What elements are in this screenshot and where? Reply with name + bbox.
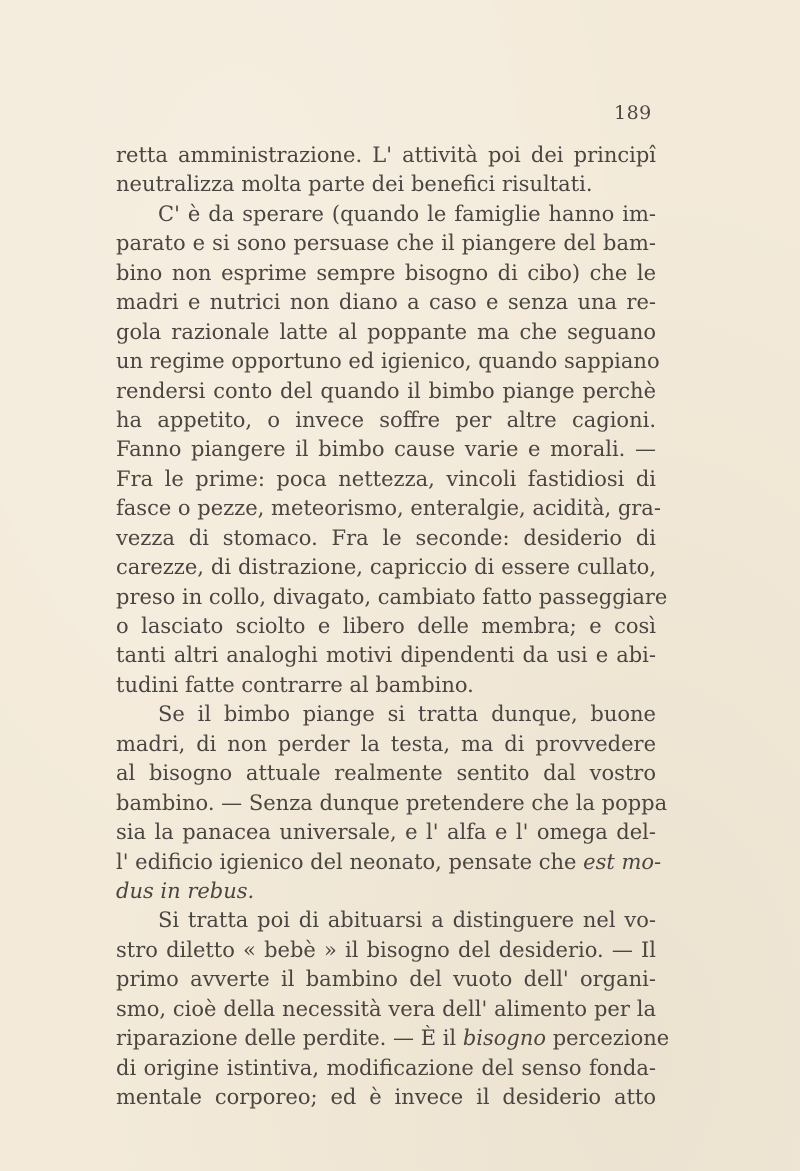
text-line [116, 1024, 670, 1053]
text-line-content: preso in collo, divagato, cambiato fatto passeggiare [116, 584, 668, 609]
text-line-content: riparazione delle perdite. — È il [116, 1026, 457, 1051]
text-line [116, 229, 656, 258]
text-line [116, 435, 656, 464]
text-line-content: parato e si sono persuase che il piangere del bam- [116, 231, 656, 256]
text-line [116, 936, 656, 965]
text-line [116, 1054, 656, 1083]
text-line [116, 906, 656, 935]
italic-phrase: dus in rebus. [116, 878, 255, 903]
text-line [116, 553, 656, 582]
text-line [116, 465, 656, 494]
text-line [116, 1083, 656, 1112]
text-line-content: Se il bimbo piange si tratta dunque, buone [158, 702, 656, 727]
text-line-content: rendersi conto del quando il bimbo piange perchè [116, 378, 656, 403]
text-line-content: smo, cioè della necessità vera dell' alimento per la [116, 996, 656, 1021]
text-line-content: mentale corporeo; ed è invece il desiderio atto [116, 1085, 656, 1109]
text-line-content: sia la panacea universale, e l' alfa e l' omega del- [116, 820, 656, 845]
text-line-content: Si tratta poi di abituarsi a distinguere nel vo- [158, 908, 656, 933]
text-line-content: madri e nutrici non diano a caso e senza una re- [116, 290, 656, 315]
text-line [116, 789, 668, 818]
text-line-content: di origine istintiva, modificazione del senso fonda- [116, 1055, 656, 1080]
text-line-content: bambino. — Senza dunque pretendere che la poppa [116, 790, 668, 815]
text-line [116, 995, 656, 1024]
text-line [116, 848, 662, 877]
text-line-tail: percezione [546, 1026, 670, 1051]
text-line-content: ha appetito, o invece soffre per altre cagioni. [116, 407, 656, 432]
text-line [116, 818, 656, 847]
text-line [116, 877, 656, 906]
text-line-content: C' è da sperare (quando le famiglie hanno im- [158, 201, 656, 226]
page-number: 189 [614, 102, 652, 124]
text-line-content: Fra le prime: poca nettezza, vincoli fastidiosi di [116, 466, 656, 491]
text-line-content: tanti altri analoghi motivi dipendenti da usi e abi- [116, 643, 656, 668]
body-text [116, 141, 670, 1112]
text-line [116, 200, 656, 229]
text-line-content: Fanno piangere il bimbo cause varie e morali. — [116, 437, 656, 462]
text-line-content: gola razionale latte al poppante ma che seguano [116, 319, 656, 344]
text-line [116, 965, 656, 994]
text-line-content: primo avverte il bambino del vuoto dell' organi- [116, 967, 656, 992]
text-line [116, 759, 656, 788]
text-line [116, 259, 656, 288]
text-line [116, 406, 656, 435]
text-line [116, 347, 660, 376]
italic-phrase: est mo- [576, 849, 662, 874]
text-line [116, 288, 656, 317]
text-line [116, 524, 656, 553]
text-line-content: madri, di non perder la testa, ma di provvedere [116, 731, 656, 756]
text-line [116, 377, 656, 406]
text-line-content: tudini fatte contrarre al bambino. [116, 672, 474, 697]
text-line [116, 170, 656, 199]
text-line [116, 641, 656, 670]
text-line-content: vezza di stomaco. Fra le seconde: desiderio di [116, 525, 656, 550]
text-line-content: retta amministrazione. L' attività poi dei principî [116, 143, 656, 167]
text-line-content: neutralizza molta parte dei benefici risultati. [116, 172, 593, 197]
text-line [116, 583, 668, 612]
text-line [116, 612, 656, 641]
text-line [116, 730, 656, 759]
italic-phrase: bisogno [456, 1026, 547, 1051]
text-line-content: carezze, di distrazione, capriccio di essere cullato, [116, 555, 656, 580]
text-line-content: l' edificio igienico del neonato, pensate che [116, 849, 577, 874]
text-line-content: stro diletto « bebè » il bisogno del desiderio. — Il [116, 937, 656, 962]
text-line [116, 671, 656, 700]
text-line [116, 141, 656, 170]
text-line [116, 494, 661, 523]
text-line-content: o lasciato sciolto e libero delle membra; e così [116, 614, 656, 638]
text-line-content: fasce o pezze, meteorismo, enteralgie, acidità, gra- [116, 496, 661, 521]
text-line [116, 700, 656, 729]
text-line-content: bino non esprime sempre bisogno di cibo) che le [116, 260, 656, 285]
text-line-content: un regime opportuno ed igienico, quando sappiano [116, 349, 660, 374]
text-line-content: al bisogno attuale realmente sentito dal vostro [116, 761, 656, 786]
text-line [116, 318, 656, 347]
